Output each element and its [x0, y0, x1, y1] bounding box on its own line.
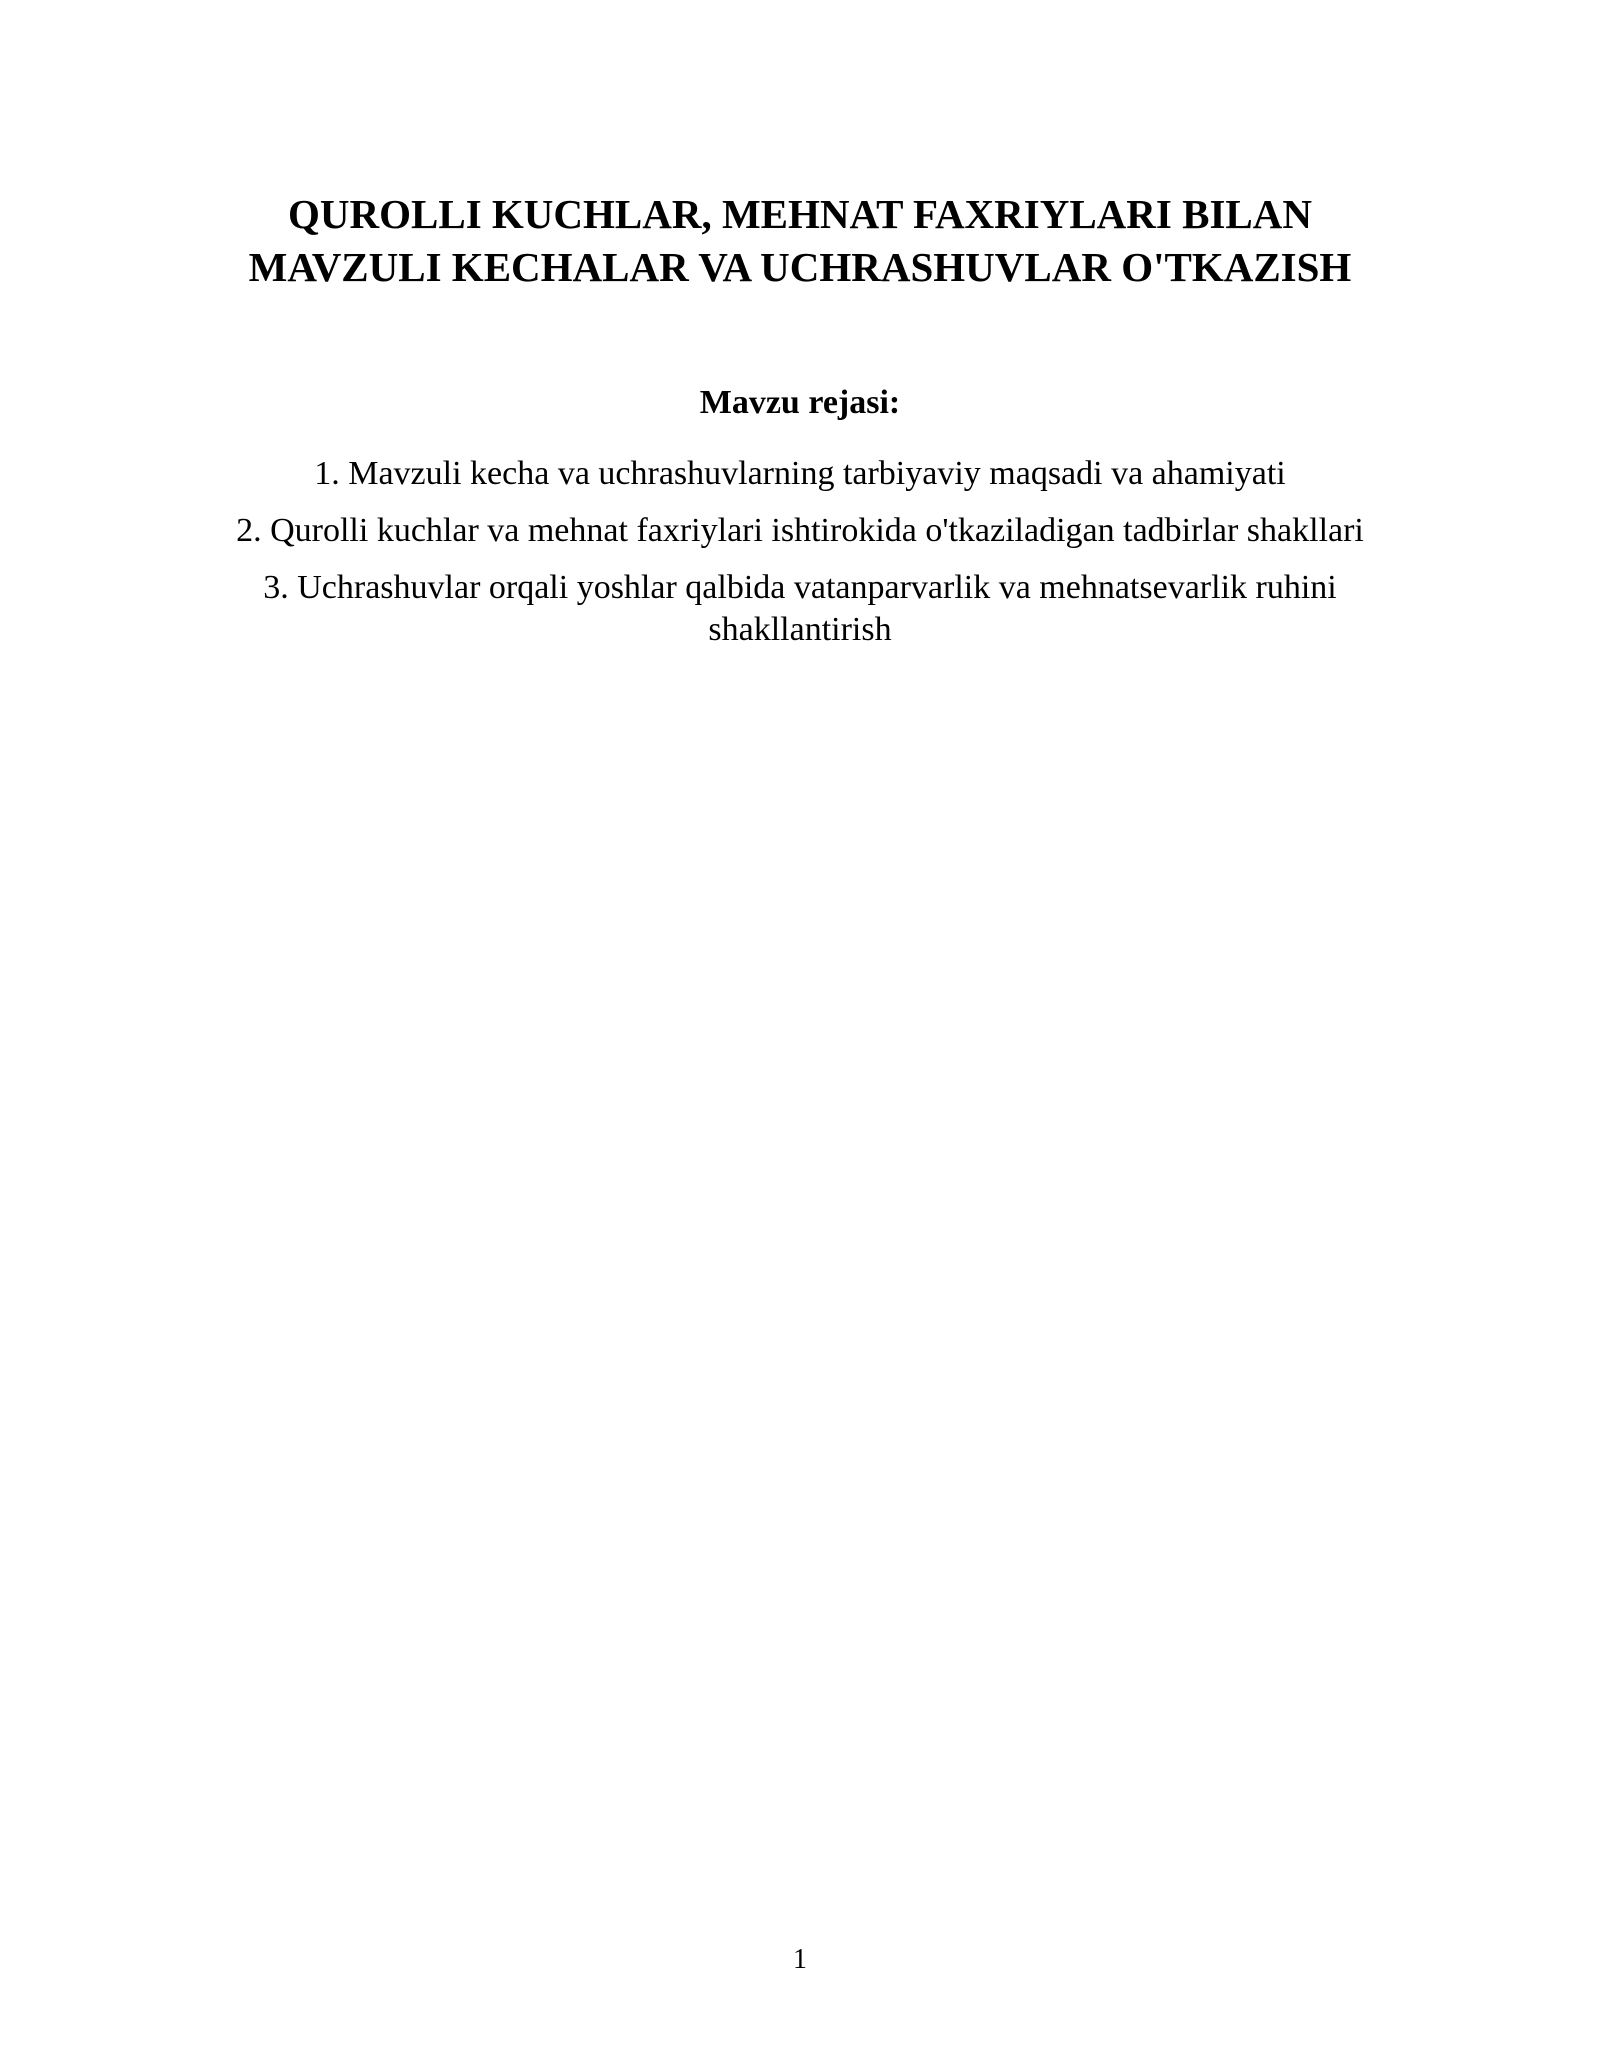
plan-list — [160, 453, 1440, 666]
document-title-line-2: MAVZULI KECHALAR VA UCHRASHUVLAR O'TKAZISH — [248, 244, 1352, 290]
plan-item-2: 2. Qurolli kuchlar va mehnat faxriylari ishtirokida o'tkaziladigan tadbirlar shakllari — [236, 512, 1364, 549]
plan-item-1: 1. Mavzuli kecha va uchrashuvlarning tarbiyaviy maqsadi va ahamiyati — [314, 455, 1286, 492]
plan-item-3: 3. Uchrashuvlar orqali yoshlar qalbida vatanparvarlik va mehnatsevarlik ruhini shakllantirish — [263, 569, 1337, 648]
document-title — [160, 188, 1440, 294]
document-title-line-1: QUROLLI KUCHLAR, MEHNAT FAXRIYLARI BILAN — [288, 191, 1312, 237]
plan-heading: Mavzu rejasi: — [699, 384, 901, 421]
page-number: 1 — [793, 1944, 807, 1975]
